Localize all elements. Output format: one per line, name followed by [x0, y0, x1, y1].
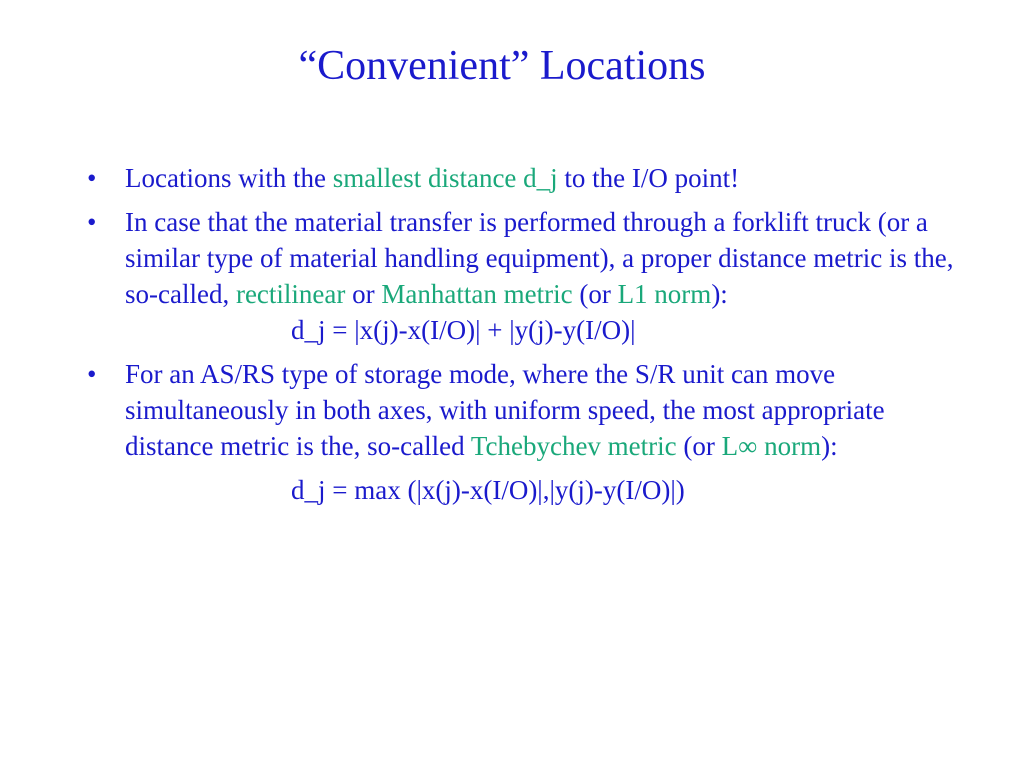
text-run: In case that the material transfer is performed through a forklift truck (or a similar type of material handling equipment), a proper distance metric is the, so-called,: [125, 207, 954, 309]
text-run: ):: [711, 279, 728, 309]
bullet-item-smallest-distance: [85, 160, 965, 196]
text-run: or: [345, 279, 382, 309]
highlighted-term: Tchebychev metric: [470, 431, 677, 461]
bullet-text: [125, 359, 885, 461]
text-run: to the I/O point!: [557, 163, 740, 193]
bullet-symbol: •: [87, 359, 97, 389]
text-run: Locations with the: [125, 163, 333, 193]
bullet-item-tchebychev-metric: [85, 356, 965, 508]
slide-title: “Convenient” Locations: [298, 43, 706, 89]
manhattan-formula: d_j = |x(j)-x(I/O)| + |y(j)-y(I/O)|: [291, 315, 636, 345]
bullet-symbol: •: [87, 207, 97, 237]
highlighted-term: smallest distance d_j: [332, 163, 558, 193]
bullet-text: [125, 207, 953, 309]
bullet-item-rectilinear-metric: [85, 204, 965, 348]
bullet-list: [85, 160, 965, 516]
tchebychev-formula: d_j = max (|x(j)-x(I/O)|,|y(j)-y(I/O)|): [291, 475, 685, 505]
highlighted-term: L1 norm: [617, 279, 712, 309]
highlighted-term: rectilinear: [235, 279, 346, 309]
bullet-symbol: •: [87, 163, 97, 193]
bullet-text: [125, 163, 739, 193]
text-run: ):: [821, 431, 838, 461]
text-run: (or: [676, 431, 722, 461]
text-run: For an AS/RS type of storage mode, where the S/R unit can move simultaneously in both axes, with uniform speed, the most appropriate distance metric is the, so-called: [125, 359, 885, 461]
highlighted-term: L∞ norm: [721, 431, 822, 461]
highlighted-term: Manhattan metric: [381, 279, 573, 309]
text-run: (or: [572, 279, 618, 309]
